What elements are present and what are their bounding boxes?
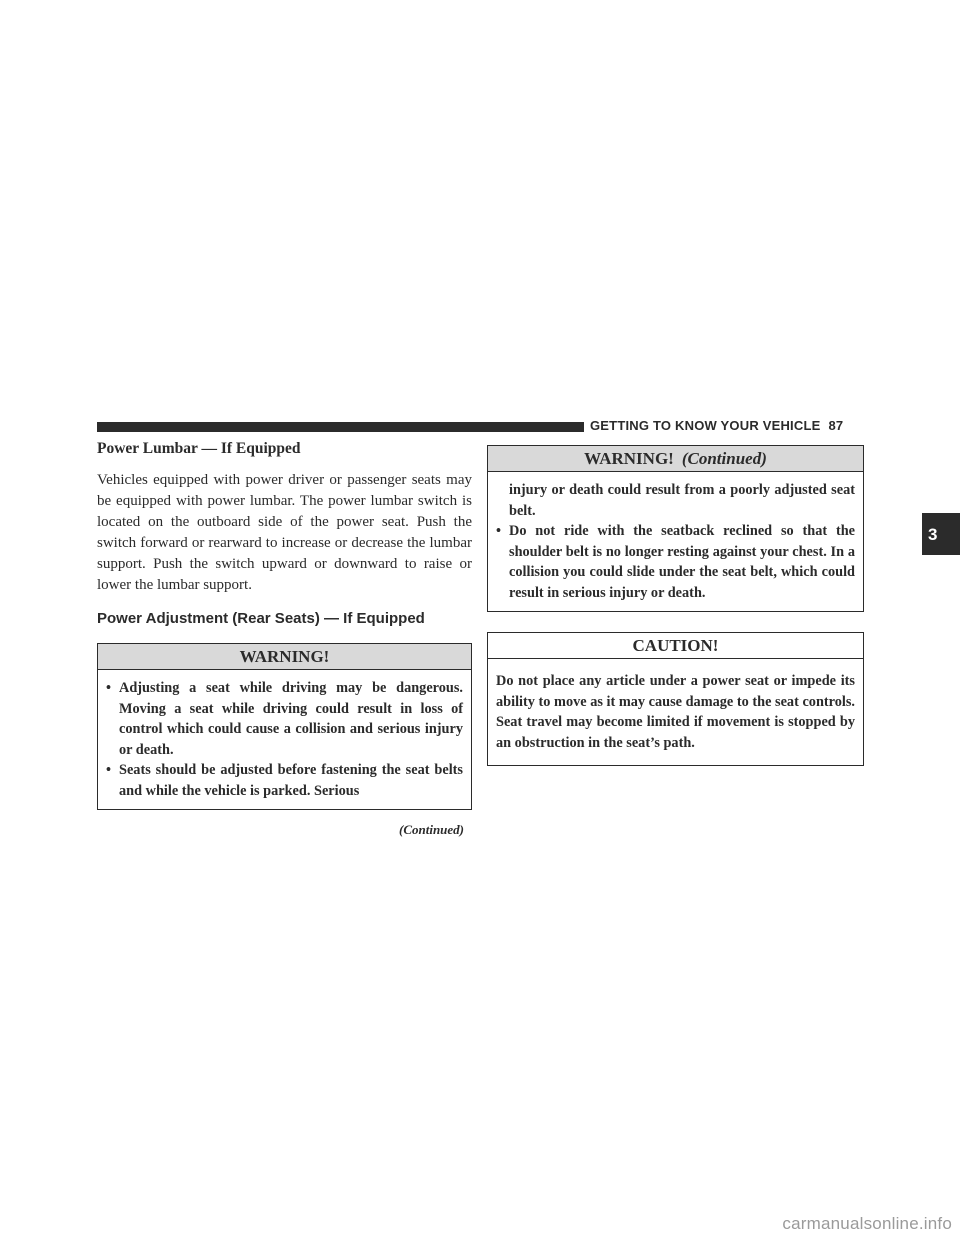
heading-power-lumbar: Power Lumbar — If Equipped — [97, 440, 301, 457]
watermark-link[interactable]: carmanualsonline.info — [782, 1214, 952, 1233]
list-item: injury or death could result from a poorly adjusted seat belt. — [509, 482, 855, 519]
list-item: • Seats should be adjusted before fastening the seat belts and while the vehicle is parked. Serious — [106, 762, 463, 799]
lumbar-paragraph: Vehicles equipped with power driver or passenger seats may be equipped with power lumbar. The power lumbar switch is located on the outboard side of the power seat. Push the switch forward or rearward to increase or decrease the lumbar support. Push the switch upward or downward to raise or lower the lumbar support. — [97, 472, 472, 593]
warning-title: WARNING! — [98, 644, 471, 670]
continued-note: (Continued) — [398, 822, 464, 837]
bullet-icon: • — [106, 680, 112, 696]
bullet-icon: • — [106, 762, 112, 778]
list-item: • Adjusting a seat while driving may be dangerous. Moving a seat while driving could result in loss of control which could cause a collision and serious injury or death. — [106, 680, 463, 758]
warning-continued-list — [488, 472, 863, 611]
heading-rear-seats: Power Adjustment (Rear Seats) — If Equipped — [97, 610, 425, 627]
running-header — [590, 418, 843, 433]
left-column — [97, 440, 472, 838]
right-column — [487, 445, 864, 766]
list-item: • Do not ride with the seatback reclined so that the shoulder belt is no longer resting against your chest. In a collision you could slide under the seat belt, which could result in serious injury or death. — [496, 523, 855, 601]
warning-continued-title: WARNING! (Continued) — [488, 446, 863, 472]
warning-list — [98, 670, 471, 809]
chapter-number: 3 — [928, 525, 938, 544]
header-rule — [97, 422, 584, 432]
caution-title: CAUTION! — [488, 633, 863, 659]
warning-box — [97, 643, 472, 810]
section-title: GETTING TO KNOW YOUR VEHICLE — [590, 418, 821, 433]
chapter-tab — [922, 513, 960, 555]
caution-box — [487, 632, 864, 766]
warning-continued-box — [487, 445, 864, 612]
bullet-icon: • — [496, 523, 502, 539]
page-number: 87 — [828, 418, 844, 433]
caution-text: Do not place any article under a power seat or impede its ability to move as it may cause damage to the seat controls. Seat travel may become limited if movement is stopped by an obstruction in the seat’s path. — [496, 673, 855, 751]
